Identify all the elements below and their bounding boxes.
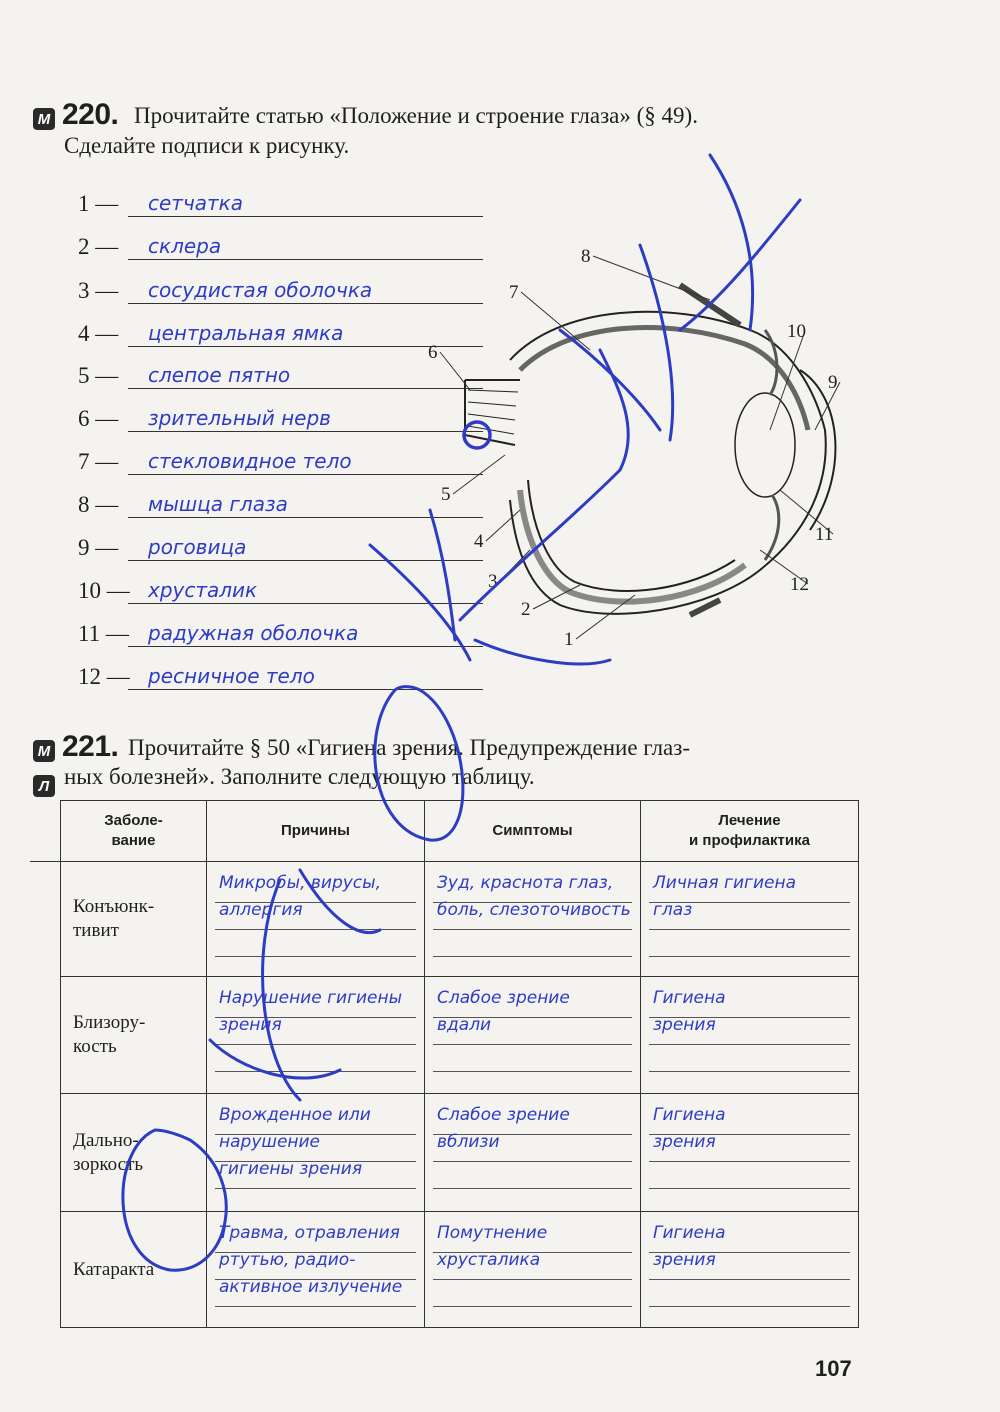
label-row xyxy=(78,615,418,655)
disease-cell xyxy=(61,1212,207,1328)
label-number: 12 — xyxy=(78,664,130,689)
handwritten-answer: зрительный нерв xyxy=(148,406,331,430)
handwritten-symptoms: Слабое зрение вблизи xyxy=(437,1105,570,1152)
writing-line xyxy=(649,1071,850,1072)
treatment-cell xyxy=(641,862,859,977)
label-row xyxy=(78,486,418,526)
disease-name: Дально- зоркость xyxy=(73,1129,144,1175)
writing-line xyxy=(433,1044,632,1045)
handwritten-answer: хрусталик xyxy=(148,578,258,602)
diagram-number-12: 12 xyxy=(790,574,809,595)
table-row xyxy=(61,1212,859,1328)
label-row xyxy=(78,443,418,483)
diagram-number-9: 9 xyxy=(828,372,838,393)
disease-name: Катаракта xyxy=(73,1258,155,1280)
disease-cell xyxy=(61,977,207,1094)
header-treatment xyxy=(641,801,859,862)
label-row xyxy=(78,315,418,355)
writing-line xyxy=(649,1279,850,1280)
label-number: 4 — xyxy=(78,321,119,346)
exercise-220-instruction-line1: Прочитайте статью «Положение и строение глаза» (§ 49). xyxy=(134,103,698,128)
label-number: 2 — xyxy=(78,234,119,259)
label-row xyxy=(78,658,418,698)
writing-line xyxy=(433,1306,632,1307)
table-row xyxy=(61,1094,859,1212)
label-number: 11 — xyxy=(78,621,129,646)
handwritten-answer: центральная ямка xyxy=(148,321,344,345)
answer-line xyxy=(128,216,483,217)
diagram-number-4: 4 xyxy=(474,531,484,552)
diagram-number-2: 2 xyxy=(521,599,531,620)
handwritten-treatment: Гигиена зрения xyxy=(653,988,726,1035)
label-row xyxy=(78,272,418,312)
handwritten-answer: радужная оболочка xyxy=(148,621,359,645)
handwritten-answer: сосудистая оболочка xyxy=(148,278,373,302)
writing-line xyxy=(433,1161,632,1162)
exercise-221-instruction-line1: Прочитайте § 50 «Гигиена зрения. Предупреждение глаз- xyxy=(128,735,690,760)
eye-drawing xyxy=(465,285,835,615)
page-number: 107 xyxy=(815,1356,852,1381)
writing-line xyxy=(649,1161,850,1162)
header-symptoms-text: Симптомы xyxy=(492,822,573,839)
causes-cell xyxy=(207,977,425,1094)
handwritten-causes: Врожденное или нарушение гигиены зрения xyxy=(219,1105,371,1179)
writing-line xyxy=(433,929,632,930)
handwritten-answer: слепое пятно xyxy=(148,363,291,387)
writing-line xyxy=(649,1044,850,1045)
handwritten-treatment: Личная гигиена глаз xyxy=(653,873,796,920)
writing-line xyxy=(215,1044,416,1045)
diagram-number-6: 6 xyxy=(428,342,438,363)
writing-line xyxy=(433,1071,632,1072)
exercise-221-instruction-line2: ных болезней». Заполните следующую таблицу. xyxy=(64,764,535,789)
symptoms-cell xyxy=(425,862,641,977)
handwritten-causes: Микробы, вирусы, аллергия xyxy=(219,873,381,920)
symptoms-cell xyxy=(425,1212,641,1328)
symptoms-cell xyxy=(425,1094,641,1212)
writing-line xyxy=(649,1306,850,1307)
disease-cell xyxy=(61,862,207,977)
diagram-number-labels xyxy=(428,246,840,650)
leader-line xyxy=(440,352,470,390)
handwritten-answer: ресничное тело xyxy=(148,664,315,688)
handwritten-symptoms: Зуд, краснота глаз, боль, слезоточивость xyxy=(437,873,631,920)
handwritten-treatment: Гигиена зрения xyxy=(653,1223,726,1270)
handwritten-causes: Нарушение гигиены зрения xyxy=(219,988,403,1035)
writing-line xyxy=(433,1279,632,1280)
label-row xyxy=(78,228,418,268)
handwritten-causes: Травма, отравления ртутью, радио- активное излучение xyxy=(219,1223,403,1297)
writing-line xyxy=(433,956,632,957)
label-row xyxy=(78,185,418,225)
label-number: 8 — xyxy=(78,492,119,517)
label-number: 10 — xyxy=(78,578,130,603)
label-number: 5 — xyxy=(78,363,119,388)
treatment-cell xyxy=(641,977,859,1094)
writing-line xyxy=(215,929,416,930)
label-number: 6 — xyxy=(78,406,119,431)
answer-line xyxy=(128,689,483,690)
eye-diagram xyxy=(420,230,860,660)
level-badge-m: М xyxy=(33,740,55,762)
writing-line xyxy=(215,1071,416,1072)
diagram-number-7: 7 xyxy=(509,282,519,303)
header-symptoms xyxy=(425,801,641,862)
label-number: 3 — xyxy=(78,278,119,303)
writing-line xyxy=(215,1306,416,1307)
handwritten-treatment: Гигиена зрения xyxy=(653,1105,726,1152)
causes-cell xyxy=(207,1212,425,1328)
table-row xyxy=(61,862,859,977)
header-disease-text: Заболе- вание xyxy=(104,812,163,849)
disease-name: Конъюнк- тивит xyxy=(73,896,155,941)
handwritten-answer: стекловидное тело xyxy=(148,449,352,473)
label-number: 9 — xyxy=(78,535,119,560)
exercise-220-number: 220. xyxy=(62,98,119,131)
header-rule xyxy=(30,861,60,862)
diagram-number-11: 11 xyxy=(815,524,834,545)
exercise-221-number: 221. xyxy=(62,730,119,763)
disease-name: Близору- кость xyxy=(73,1012,146,1057)
disease-cell xyxy=(61,1094,207,1212)
handwritten-answer: роговица xyxy=(148,535,247,559)
header-causes-text: Причины xyxy=(281,822,350,839)
table-row xyxy=(61,977,859,1094)
level-badge-l: Л xyxy=(33,775,55,797)
handwritten-symptoms: Слабое зрение вдали xyxy=(437,988,570,1035)
label-number: 1 — xyxy=(78,191,119,216)
handwritten-answer: склера xyxy=(148,234,222,258)
label-row xyxy=(78,357,418,397)
level-badge-m: М xyxy=(33,108,55,130)
writing-line xyxy=(649,956,850,957)
leader-line xyxy=(453,455,505,494)
table-header-row xyxy=(61,801,859,862)
exercise-220-instruction-line2: Сделайте подписи к рисунку. xyxy=(64,133,350,158)
label-row xyxy=(78,400,418,440)
handwritten-answer: мышца глаза xyxy=(148,492,288,516)
symptoms-cell xyxy=(425,977,641,1094)
diagram-number-8: 8 xyxy=(581,246,591,267)
writing-line xyxy=(433,1188,632,1189)
handwritten-symptoms: Помутнение хрусталика xyxy=(437,1223,548,1270)
writing-line xyxy=(649,929,850,930)
header-causes xyxy=(207,801,425,862)
causes-cell xyxy=(207,1094,425,1212)
writing-line xyxy=(215,956,416,957)
diagram-number-10: 10 xyxy=(787,321,806,342)
writing-line xyxy=(649,1188,850,1189)
label-row xyxy=(78,572,418,612)
treatment-cell xyxy=(641,1212,859,1328)
diagram-number-5: 5 xyxy=(441,484,451,505)
header-disease xyxy=(61,801,207,862)
diagram-number-3: 3 xyxy=(488,571,498,592)
handwritten-answer: сетчатка xyxy=(148,191,244,215)
label-row xyxy=(78,529,418,569)
label-number: 7 — xyxy=(78,449,119,474)
header-treatment-text: Лечение и профилактика xyxy=(689,812,810,849)
writing-line xyxy=(215,1188,416,1189)
treatment-cell xyxy=(641,1094,859,1212)
leader-line xyxy=(593,256,710,300)
causes-cell xyxy=(207,862,425,977)
diagram-number-1: 1 xyxy=(564,629,574,650)
disease-table xyxy=(60,800,859,1328)
